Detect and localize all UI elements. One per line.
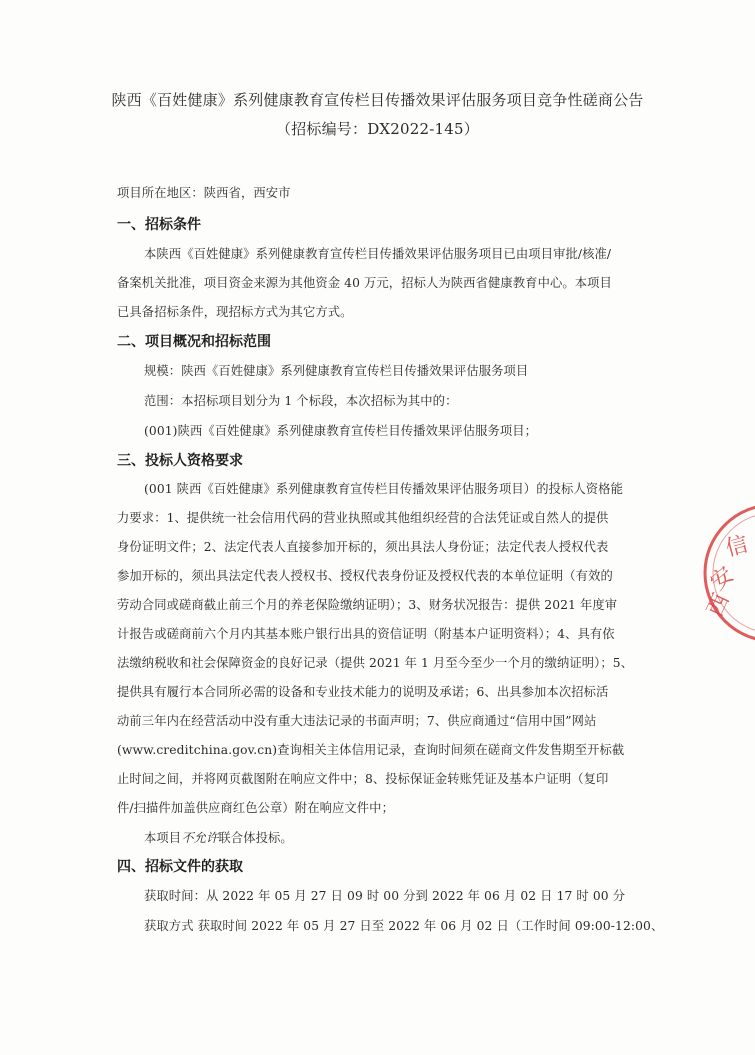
seal-char: 信 bbox=[723, 531, 751, 562]
paragraph-line: 已具备招标条件，现招标方式为其它方式。 bbox=[117, 305, 353, 319]
paragraph-line: 范围：本招标项目划分为 1 个标段，本次招标为其中的： bbox=[144, 394, 458, 408]
paragraph-line: 获取时间：从 2022 年 05 月 27 日 09 时 00 分到 2022 年 06 月 02 日 17 时 00 分 bbox=[144, 889, 626, 903]
section-heading-3: 三、投标人资格要求 bbox=[117, 453, 243, 469]
paragraph-line: 计报告或磋商前六个月内其基本账户银行出具的资信证明（附基本户证明资料）；4、具有依 bbox=[117, 627, 615, 641]
consortium-suffix: 联合体投标。 bbox=[218, 831, 293, 845]
paragraph-line: 力要求：1、提供统一社会信用代码的营业执照或其他组织经营的合法凭证或自然人的提供 bbox=[117, 511, 609, 525]
paragraph-line: 提供具有履行本合同所必需的设备和专业技术能力的说明及承诺；6、出具参加本次招标活 bbox=[117, 685, 609, 699]
paragraph-line: 止时间之间，并将网页截图附在响应文件中；8、投标保证金转账凭证及基本户证明（复印 bbox=[117, 772, 609, 786]
paragraph-line: 件/扫描件加盖供应商红色公章）附在响应文件中； bbox=[117, 801, 394, 815]
project-location: 项目所在地区：陕西省，西安市 bbox=[117, 186, 291, 200]
consortium-not-allowed: 不允许 bbox=[181, 831, 219, 845]
paragraph-line: (001 陕西《百姓健康》系列健康教育宣传栏目传播效果评估服务项目）的投标人资格能 bbox=[144, 482, 623, 496]
paragraph-line: 劳动合同或磋商截止前三个月的养老保险缴纳证明）；3、财务状况报告：提供 2021 年度审 bbox=[117, 598, 618, 612]
paragraph-line: (www.creditchina.gov.cn)查询相关主体信用记录，查询时间须在磋商文件发售期至开标截 bbox=[117, 743, 625, 757]
section-heading-1: 一、招标条件 bbox=[117, 217, 201, 233]
section-heading-2: 二、项目概况和招标范围 bbox=[117, 334, 271, 350]
tender-number: （招标编号：DX2022-145） bbox=[276, 120, 479, 138]
paragraph-line: 获取方式 获取时间 2022 年 05 月 27 日至 2022 年 06 月 02 日（工作时间 09:00-12:00、 bbox=[144, 919, 664, 933]
paragraph-line: 本陕西《百姓健康》系列健康教育宣传栏目传播效果评估服务项目已由项目审批/核准/ bbox=[144, 247, 612, 261]
company-seal-stamp bbox=[698, 498, 755, 648]
paragraph-line: 动前三年内在经营活动中没有重大违法记录的书面声明；7、供应商通过“信用中国”网站 bbox=[117, 714, 597, 728]
paragraph-line: 规模：陕西《百姓健康》系列健康教育宣传栏目传播效果评估服务项目 bbox=[144, 364, 529, 378]
paragraph-line: 参加开标的，须出具法定代表人授权书、授权代表身份证及授权代表的本单位证明（有效的 bbox=[117, 569, 613, 583]
seal-char: 西 bbox=[702, 590, 735, 621]
paragraph-line: 备案机关批准，项目资金来源为其他资金 40 万元，招标人为陕西省健康教育中心。本项目 bbox=[117, 276, 612, 290]
consortium-prefix: 本项目 bbox=[144, 831, 182, 845]
consortium-statement bbox=[144, 828, 293, 846]
paragraph-line: (001)陕西《百姓健康》系列健康教育宣传栏目传播效果评估服务项目； bbox=[144, 424, 538, 438]
document-title: 陕西《百姓健康》系列健康教育宣传栏目传播效果评估服务项目竞争性磋商公告 bbox=[111, 91, 644, 109]
paragraph-line: 法缴纳税收和社会保障资金的良好记录（提供 2021 年 1 月至今至少一个月的缴纳证明）；5、 bbox=[117, 656, 634, 670]
paragraph-line: 身份证明文件；2、法定代表人直接参加开标的，须出具法人身份证；法定代表人授权代表 bbox=[117, 540, 609, 554]
seal-char: 安 bbox=[705, 562, 739, 596]
section-heading-4: 四、招标文件的获取 bbox=[117, 859, 243, 875]
